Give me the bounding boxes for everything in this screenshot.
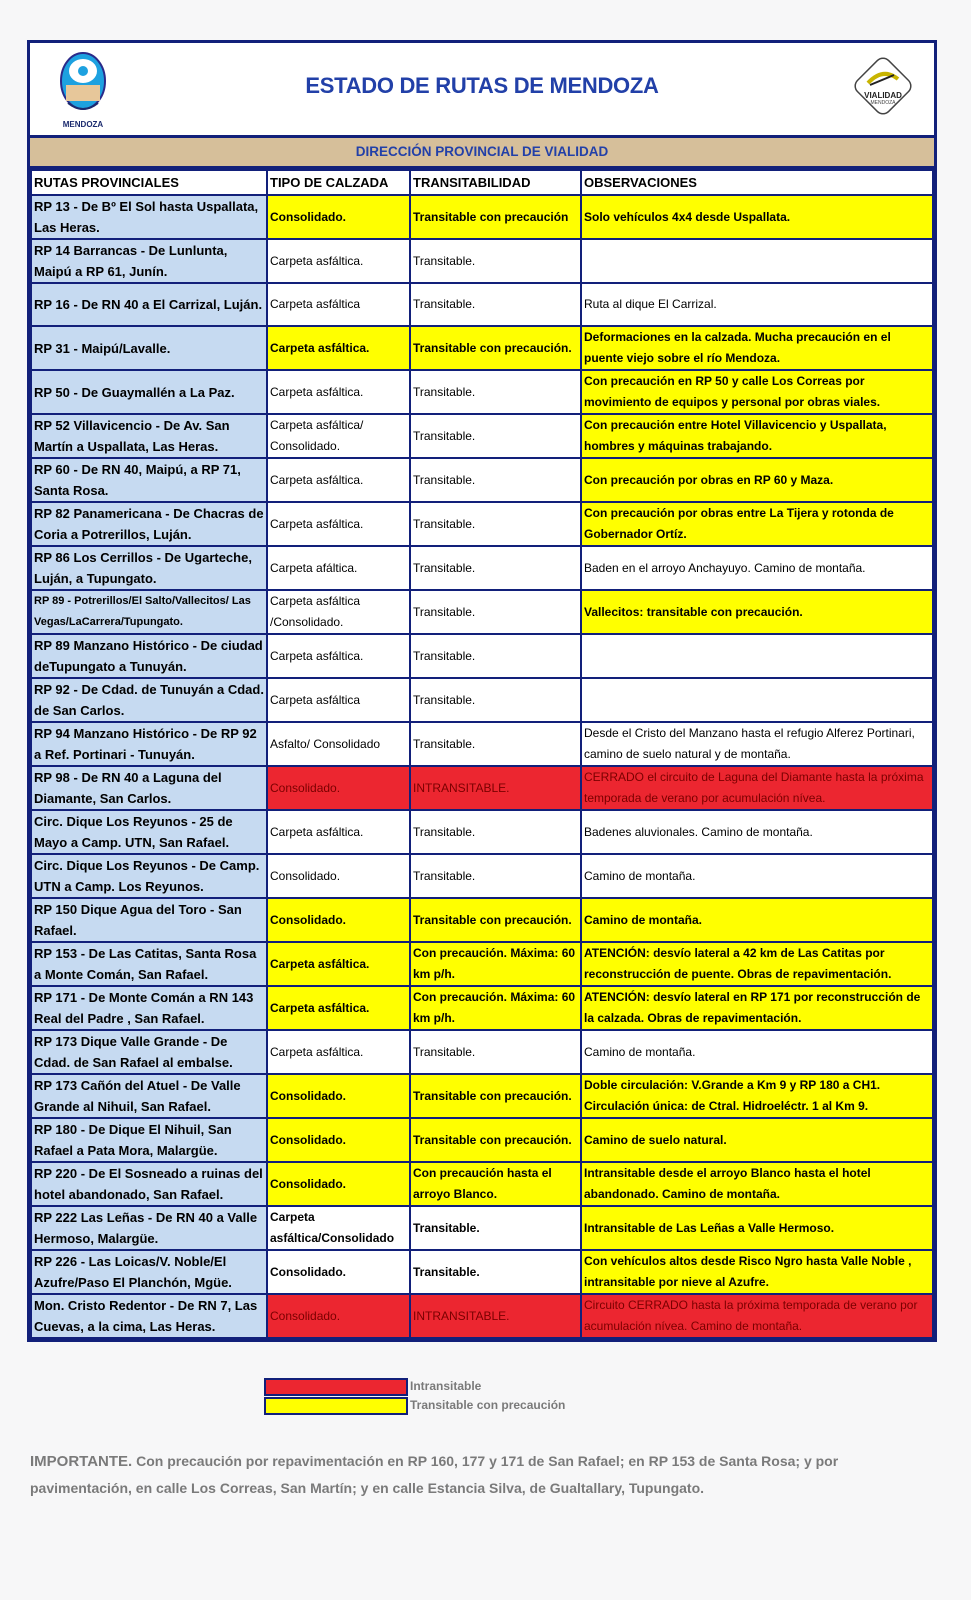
route-name: RP 98 - De RN 40 a Laguna del Diamante, San Carlos. (31, 766, 267, 810)
observations: Desde el Cristo del Manzano hasta el refugio Alferez Portinari, camino de suelo natural y de montaña. (581, 722, 933, 766)
route-name: RP 150 Dique Agua del Toro - San Rafael. (31, 898, 267, 942)
transitability: Con precaución. Máxima: 60 km p/h. (410, 986, 581, 1030)
observations: Vallecitos: transitable con precaución. (581, 590, 933, 634)
transitability: Transitable con precaución. (410, 898, 581, 942)
observations: Con vehículos altos desde Risco Ngro hasta Valle Noble , intransitable por nieve al Azufre. (581, 1250, 933, 1294)
transitability: Transitable. (410, 722, 581, 766)
route-name: RP 92 - De Cdad. de Tunuyán a Cdad. de San Carlos. (31, 678, 267, 722)
observations: Badenes aluvionales. Camino de montaña. (581, 810, 933, 854)
transitability: Transitable con precaución. (410, 1074, 581, 1118)
transitability: Transitable. (410, 810, 581, 854)
legend-swatch-yellow (264, 1397, 408, 1415)
surface-type: Consolidado. (267, 195, 410, 239)
observations: Circuito CERRADO hasta la próxima temporada de verano por acumulación nívea. Camino de montaña. (581, 1294, 933, 1338)
transitability: INTRANSITABLE. (410, 766, 581, 810)
vialidad-logo (850, 53, 916, 119)
table-row (31, 722, 933, 766)
surface-type: Carpeta asfáltica. (267, 326, 410, 370)
surface-type: Carpeta asfáltica/Consolidado (267, 1206, 410, 1250)
surface-type: Carpeta asfáltica /Consolidado. (267, 590, 410, 634)
route-name: Mon. Cristo Redentor - De RN 7, Las Cuevas, a la cima, Las Heras. (31, 1294, 267, 1338)
table-row (31, 1162, 933, 1206)
route-name: RP 31 - Maipú/Lavalle. (31, 326, 267, 370)
table-row (31, 239, 933, 283)
surface-type: Consolidado. (267, 1118, 410, 1162)
transitability: Transitable con precaución (410, 195, 581, 239)
observations: Camino de suelo natural. (581, 1118, 933, 1162)
route-name: RP 50 - De Guaymallén a La Paz. (31, 370, 267, 414)
observations: Camino de montaña. (581, 1030, 933, 1074)
observations: Baden en el arroyo Anchayuyo. Camino de montaña. (581, 546, 933, 590)
surface-type: Consolidado. (267, 1074, 410, 1118)
route-name: Circ. Dique Los Reyunos - 25 de Mayo a Camp. UTN, San Rafael. (31, 810, 267, 854)
route-name: RP 52 Villavicencio - De Av. San Martín a Uspallata, Las Heras. (31, 414, 267, 458)
table-row (31, 502, 933, 546)
surface-type: Carpeta asfáltica. (267, 370, 410, 414)
surface-type: Carpeta asfáltica. (267, 458, 410, 502)
table-row (31, 1250, 933, 1294)
route-name: RP 89 - Potrerillos/El Salto/Vallecitos/ Las Vegas/LaCarrera/Tupungato. (31, 590, 267, 634)
observations: Camino de montaña. (581, 898, 933, 942)
observations: CERRADO el circuito de Laguna del Diamante hasta la próxima temporada de verano por acumulación nívea. (581, 766, 933, 810)
transitability: Transitable con precaución. (410, 326, 581, 370)
subtitle-band: DIRECCIÓN PROVINCIAL DE VIALIDAD (30, 138, 934, 169)
vialidad-logo-text: VIALIDAD (864, 91, 902, 100)
surface-type: Consolidado. (267, 1294, 410, 1338)
route-name: RP 222 Las Leñas - De RN 40 a Valle Hermoso, Malargüe. (31, 1206, 267, 1250)
surface-type: Carpeta asfáltica. (267, 986, 410, 1030)
table-row (31, 1294, 933, 1338)
transitability: Con precaución hasta el arroyo Blanco. (410, 1162, 581, 1206)
routes-table (30, 169, 934, 1339)
observations: Intransitable de Las Leñas a Valle Hermoso. (581, 1206, 933, 1250)
table-row (31, 1206, 933, 1250)
route-name: RP 180 - De Dique El Nihuil, San Rafael a Pata Mora, Malargüe. (31, 1118, 267, 1162)
road-status-sheet (27, 40, 937, 1342)
transitability: Transitable. (410, 370, 581, 414)
table-row (31, 590, 933, 634)
transitability: Transitable con precaución. (410, 1118, 581, 1162)
route-name: RP 173 Cañón del Atuel - De Valle Grande al Nihuil, San Rafael. (31, 1074, 267, 1118)
route-name: RP 60 - De RN 40, Maipú, a RP 71, Santa Rosa. (31, 458, 267, 502)
observations: Con precaución por obras en RP 60 y Maza. (581, 458, 933, 502)
legend-swatch-red (264, 1378, 408, 1396)
table-row (31, 1030, 933, 1074)
route-name: RP 173 Dique Valle Grande - De Cdad. de San Rafael al embalse. (31, 1030, 267, 1074)
observations: ATENCIÓN: desvío lateral en RP 171 por reconstrucción de la calzada. Obras de repavimentación. (581, 986, 933, 1030)
surface-type: Consolidado. (267, 898, 410, 942)
table-row (31, 634, 933, 678)
observations: Intransitable desde el arroyo Blanco hasta el hotel abandonado. Camino de montaña. (581, 1162, 933, 1206)
legend-label: Transitable con precaución (410, 1398, 566, 1412)
province-logo-text: MENDOZA (62, 120, 104, 129)
surface-type: Carpeta asfáltica. (267, 810, 410, 854)
table-row (31, 942, 933, 986)
table-row (31, 766, 933, 810)
route-name: RP 14 Barrancas - De Lunlunta, Maipú a RP 61, Junín. (31, 239, 267, 283)
observations: Deformaciones en la calzada. Mucha precaución en el puente viejo sobre el río Mendoza. (581, 326, 933, 370)
observations: Ruta al dique El Carrizal. (581, 283, 933, 326)
transitability: Transitable. (410, 1030, 581, 1074)
observations: Doble circulación: V.Grande a Km 9 y RP 180 a CH1. Circulación única: de Ctral. Hidroeléctr. 1 al Km 9. (581, 1074, 933, 1118)
route-name: RP 94 Manzano Histórico - De RP 92 a Ref. Portinari - Tunuyán. (31, 722, 267, 766)
transitability: Transitable. (410, 458, 581, 502)
route-name: RP 86 Los Cerrillos - De Ugarteche, Luján, a Tupungato. (31, 546, 267, 590)
route-name: RP 82 Panamericana - De Chacras de Coria a Potrerillos, Luján. (31, 502, 267, 546)
surface-type: Consolidado. (267, 1250, 410, 1294)
transitability: INTRANSITABLE. (410, 1294, 581, 1338)
table-row (31, 546, 933, 590)
surface-type: Carpeta asfáltica. (267, 634, 410, 678)
table-row (31, 458, 933, 502)
transitability: Transitable. (410, 283, 581, 326)
route-name: Circ. Dique Los Reyunos - De Camp. UTN a Camp. Los Reyunos. (31, 854, 267, 898)
transitability: Transitable. (410, 854, 581, 898)
surface-type: Carpeta asfáltica (267, 678, 410, 722)
table-row (31, 326, 933, 370)
surface-type: Carpeta asfáltica. (267, 1030, 410, 1074)
table-row (31, 854, 933, 898)
surface-type: Carpeta asfáltica. (267, 942, 410, 986)
observations (581, 239, 933, 283)
observations: Con precaución por obras entre La Tijera y rotonda de Gobernador Ortíz. (581, 502, 933, 546)
transitability: Transitable. (410, 239, 581, 283)
observations: Con precaución entre Hotel Villavicencio y Uspallata, hombres y máquinas trabajando. (581, 414, 933, 458)
transitability: Transitable. (410, 414, 581, 458)
observations: Solo vehículos 4x4 desde Uspallata. (581, 195, 933, 239)
table-row (31, 283, 933, 326)
surface-type: Consolidado. (267, 766, 410, 810)
table-row (31, 898, 933, 942)
surface-type: Asfalto/ Consolidado (267, 722, 410, 766)
important-note (30, 1448, 930, 1501)
legend-label: Intransitable (410, 1379, 482, 1393)
note-lead: IMPORTANTE. (30, 1453, 133, 1470)
table-row (31, 370, 933, 414)
col-header-routes: RUTAS PROVINCIALES (31, 170, 267, 195)
route-name: RP 226 - Las Loicas/V. Noble/El Azufre/Paso El Planchón, Mgüe. (31, 1250, 267, 1294)
surface-type: Carpeta asfáltica (267, 283, 410, 326)
transitability: Transitable. (410, 1206, 581, 1250)
surface-type: Carpeta asfáltica. (267, 239, 410, 283)
observations: ATENCIÓN: desvío lateral a 42 km de Las Catitas por reconstrucción de puente. Obras de repavimentación. (581, 942, 933, 986)
note-text: Con precaución por repavimentación en RP 160, 177 y 171 de San Rafael; en RP 153 de Santa Rosa; y por pavimentación, en calle Los Correas, San Martín; y en calle Estancia Silva, de Gualtallary, Tupungato. (30, 1453, 839, 1496)
route-name: RP 171 - De Monte Comán a RN 143 Real del Padre , San Rafael. (31, 986, 267, 1030)
transitability: Transitable. (410, 1250, 581, 1294)
surface-type: Carpeta afáltica. (267, 546, 410, 590)
observations (581, 634, 933, 678)
transitability: Transitable. (410, 546, 581, 590)
route-name: RP 89 Manzano Histórico - De ciudad deTupungato a Tunuyán. (31, 634, 267, 678)
route-name: RP 13 - De Bº El Sol hasta Uspallata, Las Heras. (31, 195, 267, 239)
route-name: RP 153 - De Las Catitas, Santa Rosa a Monte Comán, San Rafael. (31, 942, 267, 986)
table-row (31, 986, 933, 1030)
page-title: ESTADO DE RUTAS DE MENDOZA (305, 73, 659, 98)
surface-type: Carpeta asfáltica. (267, 502, 410, 546)
surface-type: Carpeta asfáltica/ Consolidado. (267, 414, 410, 458)
table-row (31, 1118, 933, 1162)
transitability: Transitable. (410, 502, 581, 546)
table-row (31, 414, 933, 458)
table-row (31, 678, 933, 722)
route-name: RP 220 - De El Sosneado a ruinas del hotel abandonado, San Rafael. (31, 1162, 267, 1206)
col-header-status: TRANSITABILIDAD (410, 170, 581, 195)
table-row (31, 1074, 933, 1118)
transitability: Con precaución. Máxima: 60 km p/h. (410, 942, 581, 986)
transitability: Transitable. (410, 678, 581, 722)
table-row (31, 195, 933, 239)
route-name: RP 16 - De RN 40 a El Carrizal, Luján. (31, 283, 267, 326)
col-header-surface: TIPO DE CALZADA (267, 170, 410, 195)
transitability: Transitable. (410, 634, 581, 678)
transitability: Transitable. (410, 590, 581, 634)
table-row (31, 810, 933, 854)
surface-type: Consolidado. (267, 854, 410, 898)
col-header-observations: OBSERVACIONES (581, 170, 933, 195)
header (30, 43, 934, 138)
surface-type: Consolidado. (267, 1162, 410, 1206)
observations: Camino de montaña. (581, 854, 933, 898)
vialidad-logo-sub: MENDOZA (870, 100, 896, 106)
observations: Con precaución en RP 50 y calle Los Correas por movimiento de equipos y personal por obras viales. (581, 370, 933, 414)
observations (581, 678, 933, 722)
